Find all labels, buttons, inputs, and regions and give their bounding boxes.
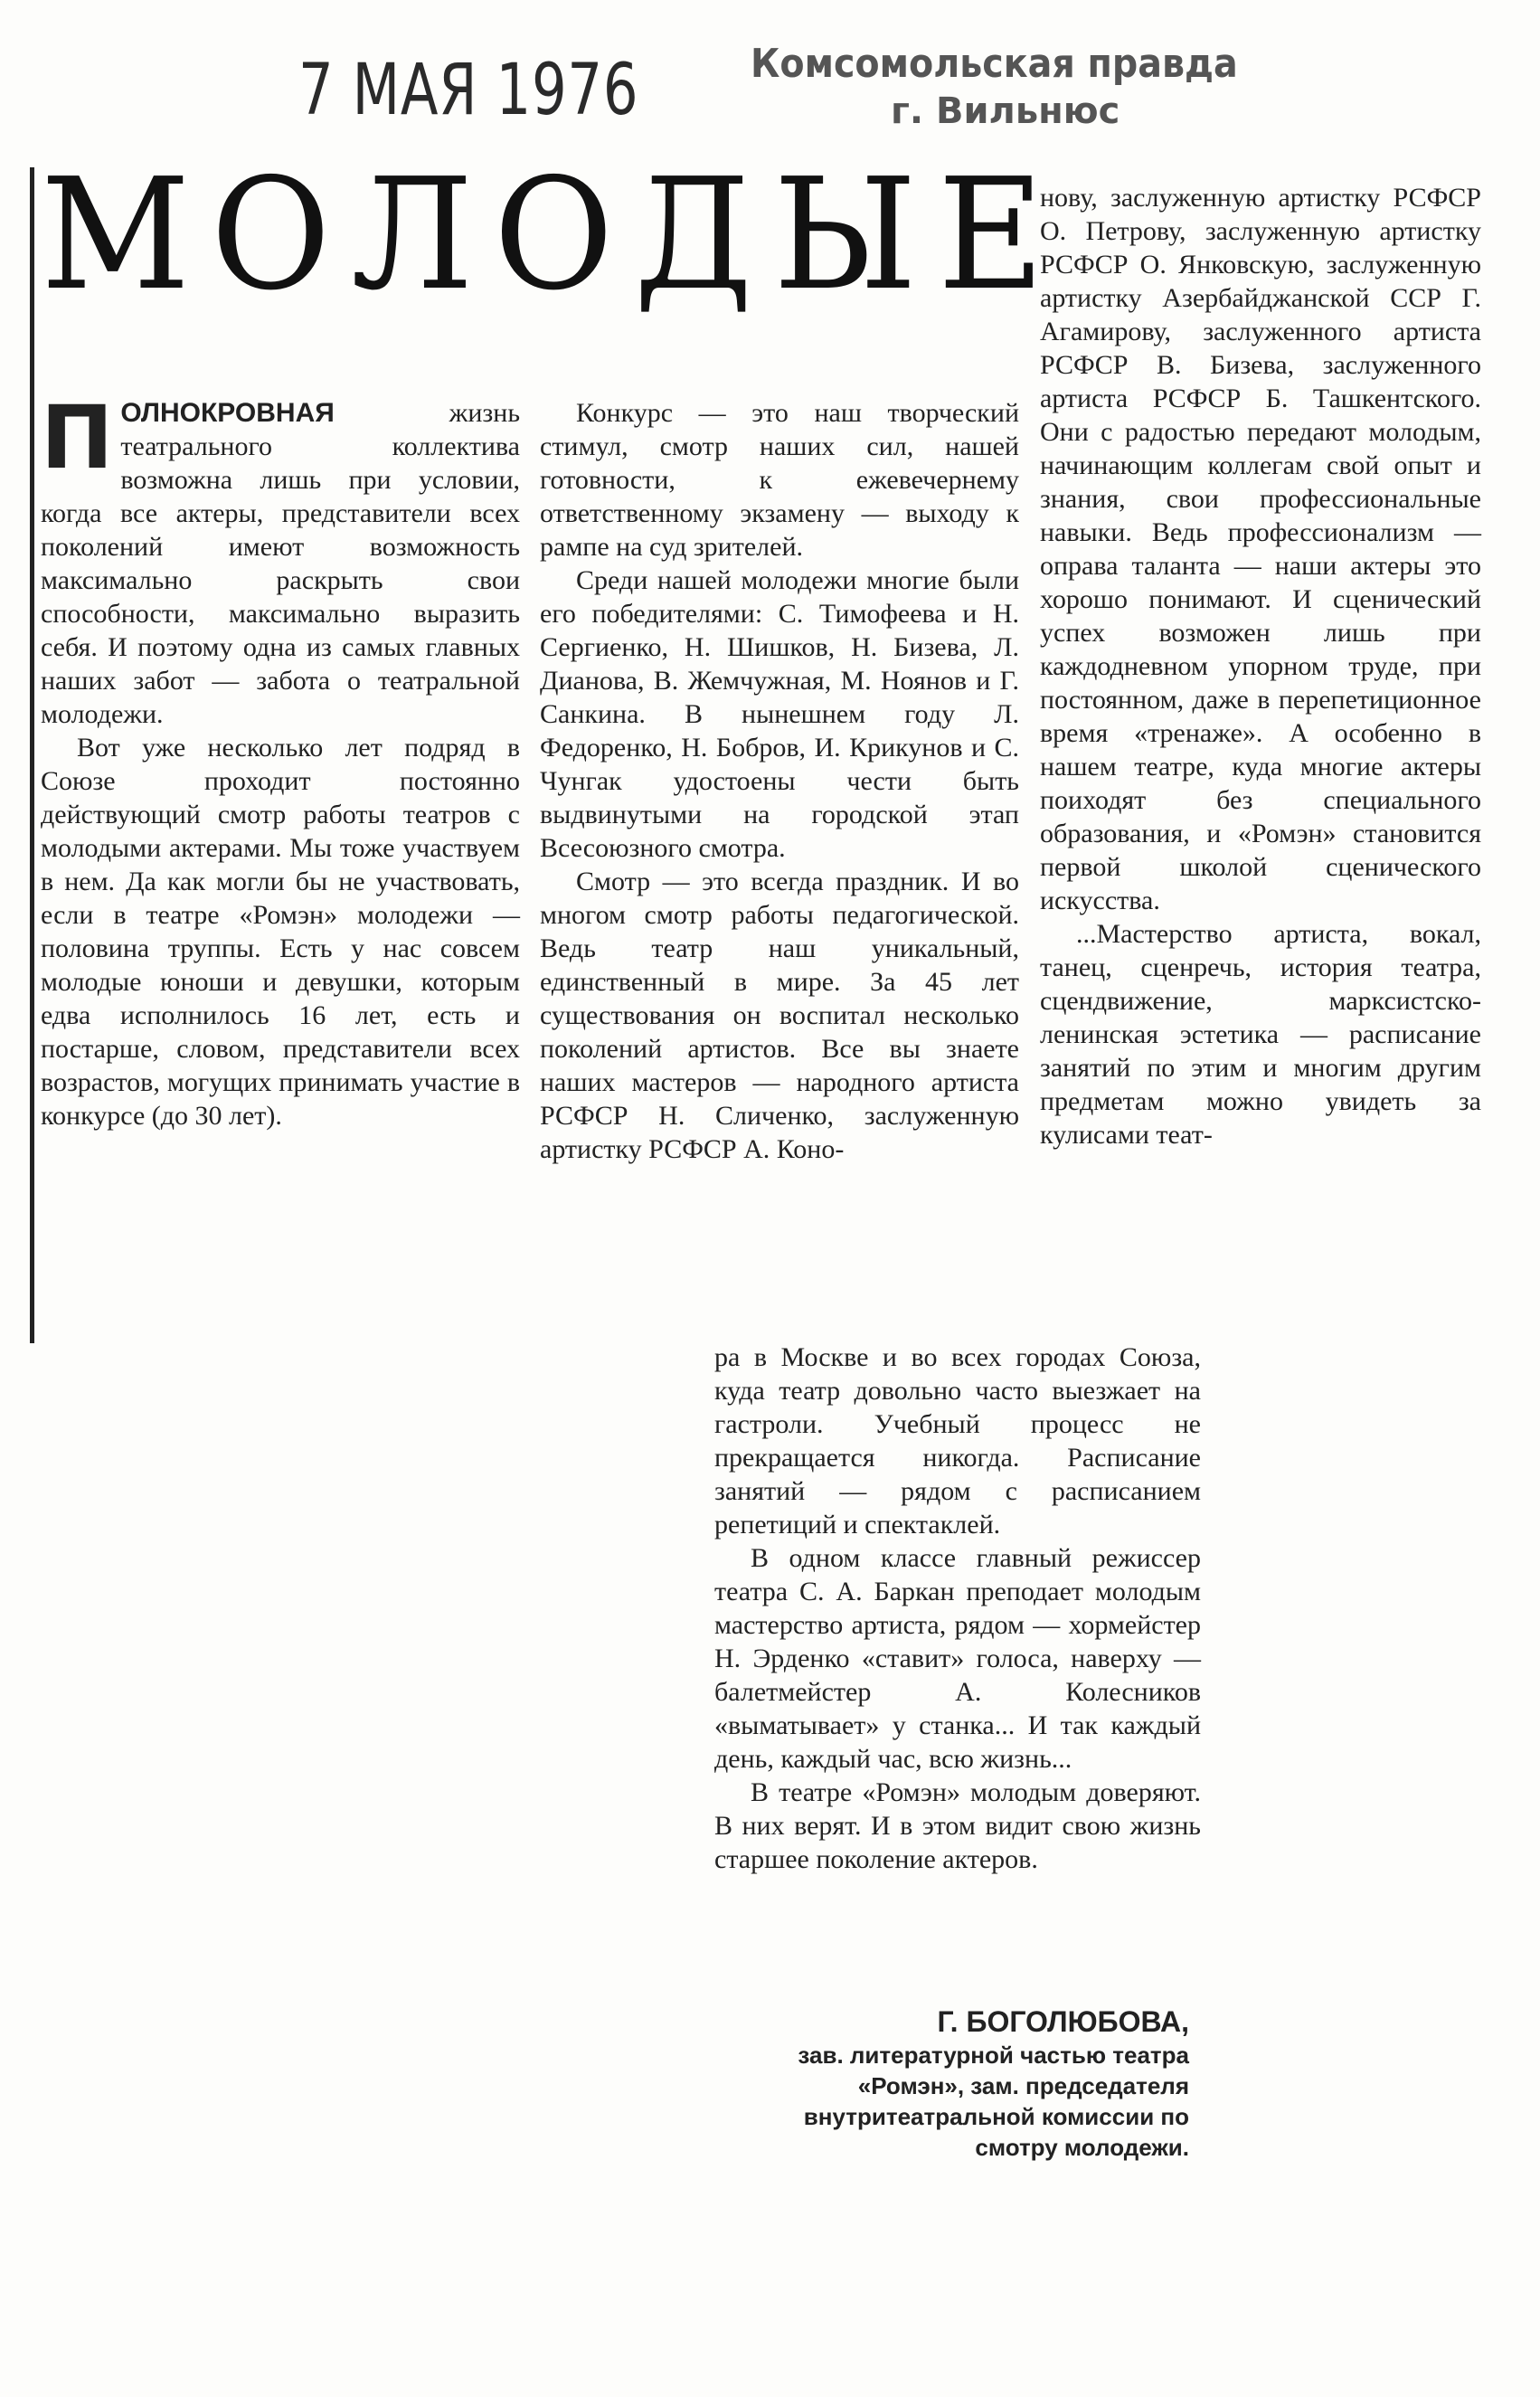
article-paragraph: Среди нашей молодежи многие были его победителями: С. Тимофеева и Н. Сергиенко, Н. Шишков, Н. Бизева, Л. Дианова, В. Жемчужная, М. Ноянов и Г. Санкина. В нынешнем году Л. Федоренко, Н. Бобров, И. Крикунов и С. Чунгак удостоены чести быть выдвинутыми на городской этап Всесоюзного смотра.	[540, 565, 1019, 863]
author-name: Г. БОГОЛЮБОВА,	[937, 2005, 1189, 2038]
article-headline: МОЛОДЫЕ	[41, 146, 1065, 325]
article-paragraph: ...Мастерство артиста, вокал, танец, сценречь, история театра, сцендвижение, марксистско-ленинская эстетика — расписание занятий по этим и многим другим предметам можно увидеть за кулисами теат-	[1040, 919, 1481, 1150]
article-column-1	[41, 387, 520, 1132]
article-paragraph: ра в Москве и во всех городах Союза, куда театр довольно часто выезжает на гастроли. Учебный процесс не прекращается никогда. Расписание занятий — рядом с расписанием репетиций и спектаклей.	[714, 1342, 1201, 1540]
article-paragraph: нову, заслуженную артистку РСФСР О. Петрову, заслуженную артистку РСФСР О. Янковскую, заслуженную артистку Азербайджанской ССР Г. Агамирову, заслуженного артиста РСФСР В. Бизева, заслуженного артиста РСФСР Б. Ташкентского. Они с радостью передают молодым, начинающим коллегам свой опыт и знания, свои профессиональные навыки. Ведь профессионализм — оправа таланта — наши актеры это хорошо понимают. И сценический успех возможен лишь при каждодневном упорном труде, при постоянном, даже в перепетиционное время «тренаже». А особенно в нашем театре, куда многие актеры поиходят без специального образования, и «Ромэн» становится первой школой сценического искусства.	[1040, 183, 1481, 915]
author-signature	[760, 2004, 1189, 2163]
date-stamp: 7 МАЯ 1976	[298, 50, 639, 131]
article-column-4	[714, 1341, 1201, 1876]
article-column-3	[1040, 181, 1481, 1151]
article-paragraph: Смотр — это всегда праздник. И во многом смотр работы педагогической. Ведь театр наш уникальный, единственный в мире. За 45 лет существования он воспитал несколько поколений артистов. Все вы знаете наших мастеров — народного артиста РСФСР Н. Сличенко, заслуженную артистку РСФСР А. Коно-	[540, 867, 1019, 1164]
article-column-2	[540, 396, 1019, 1166]
column-rule	[30, 167, 34, 1343]
article-paragraph	[41, 387, 520, 731]
lead-word: ОЛНОКРОВНАЯ	[120, 398, 335, 428]
paragraph-text: жизнь театрального коллектива возможна лишь при условии, когда все актеры, представители всех поколений имеют возможность максимально раскрыть свои способности, максимально выразить себя. И поэтому одна из самых главных наших забот — забота о театральной молодежи.	[41, 398, 520, 729]
author-role: зав. литературной частью театра «Ромэн», зам. председателя внутритеатральной комиссии по смотру молодежи.	[798, 2042, 1189, 2161]
article-paragraph: Вот уже несколько лет подряд в Союзе проходит постоянно действующий смотр работы театров с молодыми актерами. Мы тоже участвуем в нем. Да как могли бы не участвовать, если в театре «Ромэн» молодежи — половина труппы. Есть у нас совсем молодые юноши и девушки, которым едва исполнилось 16 лет, есть и постарше, словом, представители всех возрастов, могущих принимать участие в конкурсе (до 30 лет).	[41, 733, 520, 1131]
article-paragraph: В одном классе главный режиссер театра С. А. Баркан преподает молодым мастерство артиста, рядом — хормейстер Н. Эрденко «ставит» голоса, наверху — балетмейстер А. Колесников «выматывает» у станка... И так каждый день, каждый час, всю жизнь...	[714, 1543, 1201, 1774]
article-paragraph: В театре «Ромэн» молодым доверяют. В них верят. И в этом видит свою жизнь старшее поколение актеров.	[714, 1777, 1201, 1874]
drop-cap: П	[41, 387, 114, 488]
newspaper-stamp: Комсомольская правда	[751, 41, 1238, 87]
city-stamp: г. Вильнюс	[891, 90, 1120, 132]
article-paragraph: Конкурс — это наш творческий стимул, смотр наших сил, нашей готовности, к ежевечернему ответственному экзамену — выходу к рампе на суд зрителей.	[540, 398, 1019, 562]
